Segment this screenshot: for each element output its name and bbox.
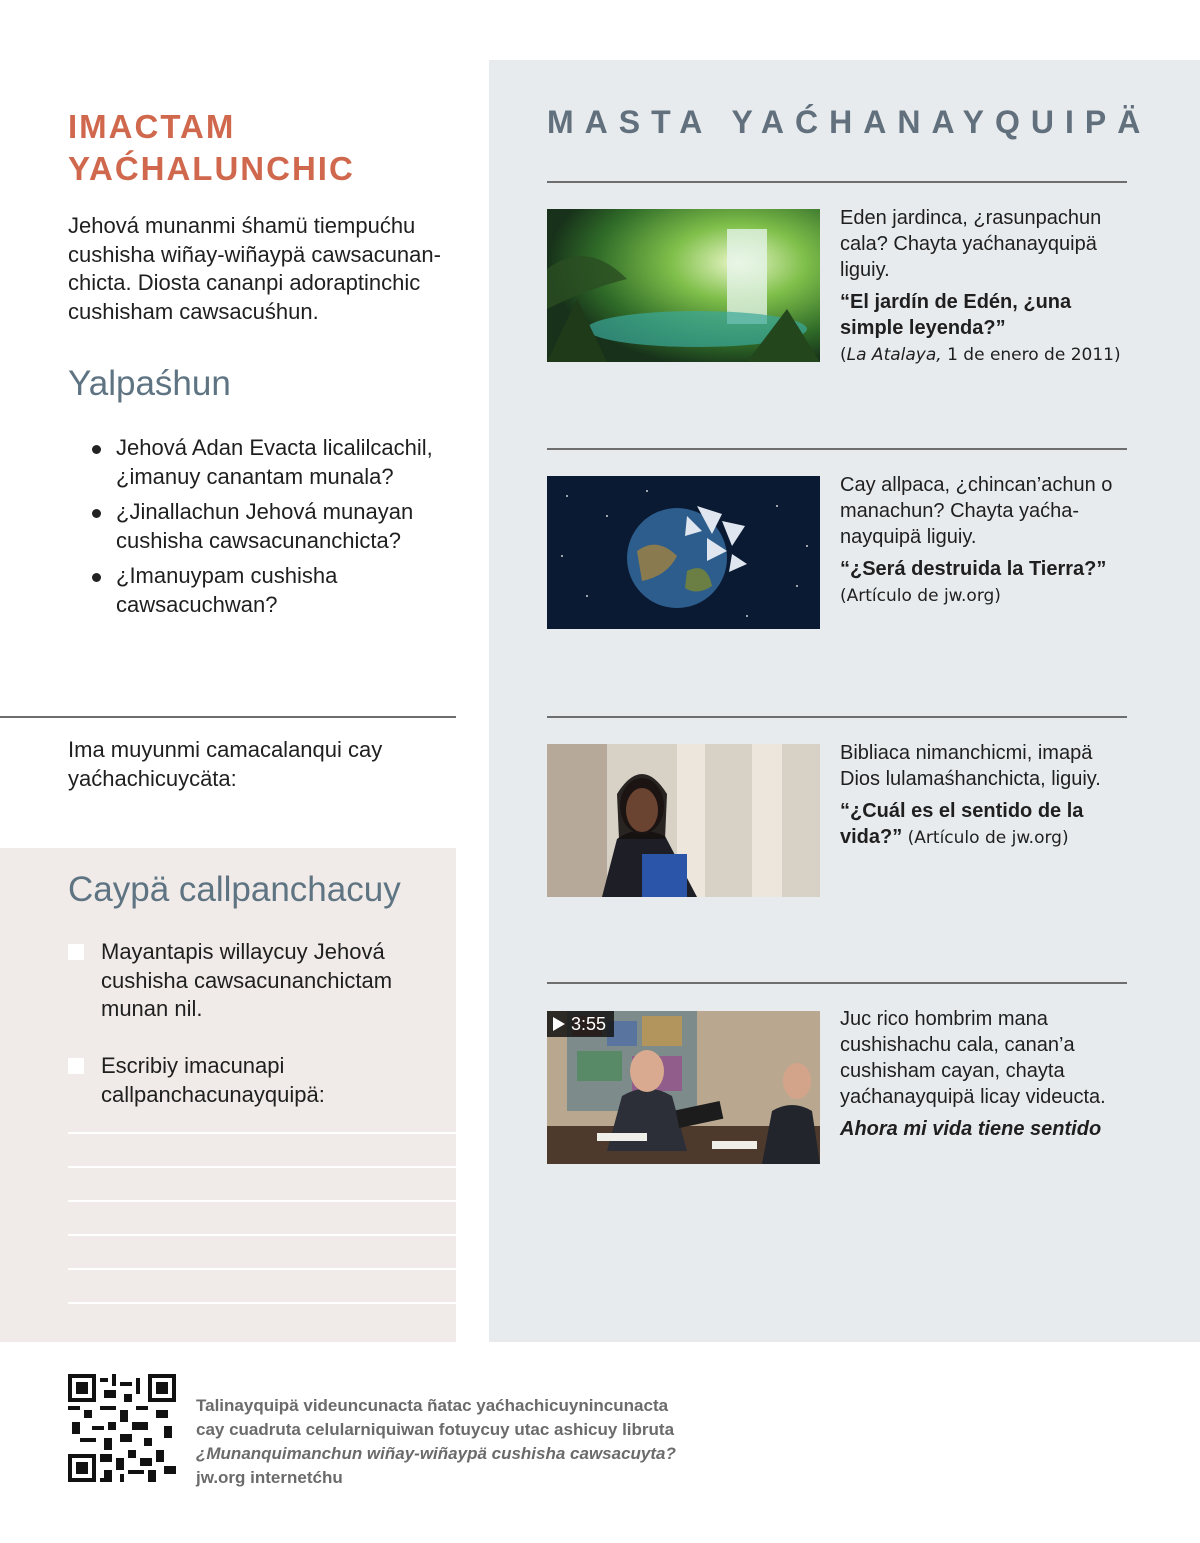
write-line[interactable]	[68, 1268, 456, 1270]
task-text: Mayantapis willaycuy Jehová cushisha cawsacunanchictam munan nil.	[101, 939, 393, 1021]
write-line[interactable]	[68, 1200, 456, 1202]
write-line[interactable]	[68, 1132, 456, 1134]
article-title[interactable]: “El jardín de Edén, ¿una simple leyenda?”	[840, 291, 1072, 339]
learn-item-text: Eden jardinca, ¿rasunpachun cala? Chayta yaćhanayquipä liguiy. “El jardín de Edén, ¿una simple leyenda?” (La Atalaya, 1 de enero de 2011)	[840, 205, 1130, 368]
qr-code-icon[interactable]	[68, 1374, 176, 1482]
divider	[547, 982, 1127, 984]
divider	[547, 448, 1127, 450]
learn-item-text: Bibliaca nimanchicmi, imapä Dios lulamaśhanchicta, liguiy. “¿Cuál es el sentido de la vida?” (Artículo de jw.org)	[840, 740, 1130, 851]
video-title[interactable]: Ahora mi vida tiene sentido	[840, 1118, 1102, 1140]
summary-text: Jehová munanmi śhamü tiempućhu cushisha wiñay-wiñaypä cawsacunanchicta. Diosta cananpi adoraptinchic cushisham cawsacuśhun.	[68, 213, 441, 324]
website-link[interactable]: jw.org internetćhu	[196, 1468, 343, 1487]
video-duration: 3:55	[571, 1014, 607, 1034]
learn-item-text: Juc rico hombrim mana cushishachu cala, canan’a cushisham cayan, chayta yaćhanayquipä licay videucta. Ahora mi vida tiene sentido	[840, 1006, 1130, 1142]
divider	[547, 716, 1127, 718]
summary-heading-line1: IMACTAM	[68, 108, 236, 145]
write-line[interactable]	[68, 1166, 456, 1168]
learn-more-heading: MASTA YAĆHANAYQUIPÄ	[547, 104, 1152, 140]
try-title: Caypä callpanchacuy	[68, 870, 401, 909]
questions-list	[90, 434, 470, 626]
write-line[interactable]	[68, 1302, 456, 1304]
footer-text: Talinayquipä videuncunacta ñatac yaćhachicuynincunacta cay cuadruta celularniquiwan fotuycuy utac ashicuy libruta ¿Munanquimanchun wiñay-wiñaypä cushisha cawsacuyta? jw.org internetćhu	[196, 1394, 756, 1490]
learn-item-text: Cay allpaca, ¿chincan’achun o manachun? Chayta yaćhanayquipä liguiy. “¿Será destruida la Tierra?” (Artículo de jw.org)	[840, 472, 1130, 609]
summary-heading	[68, 106, 448, 190]
bullet-icon	[92, 573, 101, 582]
divider	[0, 716, 456, 718]
bullet-icon	[92, 445, 101, 454]
shattering-earth-image[interactable]	[547, 476, 820, 629]
question-item: ¿Imanuypam cushisha cawsacuchwan?	[90, 562, 470, 619]
memory-text: Ima muyunmi camacalanqui cay yaćhachicuycäta:	[68, 737, 383, 791]
checkbox-icon[interactable]	[68, 1058, 84, 1074]
questions-title: Yalpaśhun	[68, 364, 231, 403]
divider	[547, 181, 1127, 183]
question-item: ¿Jinallachun Jehová munayan cushisha cawsacunanchicta?	[90, 498, 470, 555]
woman-with-books-image[interactable]	[547, 744, 820, 897]
write-line[interactable]	[68, 1234, 456, 1236]
garden-waterfall-image[interactable]	[547, 209, 820, 362]
task-text: Escribiy imacunapi callpanchacunayquipä:	[101, 1053, 325, 1107]
video-duration-badge[interactable]	[547, 1011, 614, 1037]
checkbox-icon[interactable]	[68, 944, 84, 960]
play-icon[interactable]	[553, 1017, 565, 1031]
article-source: (Artículo de jw.org)	[840, 586, 1001, 606]
article-title[interactable]: “¿Cuál es el sentido de la vida?” (Artículo de jw.org)	[840, 800, 1084, 848]
task-item[interactable]	[68, 1052, 448, 1109]
task-item[interactable]	[68, 938, 448, 1024]
bullet-icon	[92, 509, 101, 518]
summary-heading-line2: YAĆHALUNCHIC	[68, 150, 355, 187]
question-item: Jehová Adan Evacta licalilcachil, ¿imanuy canantam munala?	[90, 434, 470, 491]
article-source: (La Atalaya, 1 de enero de 2011)	[840, 345, 1121, 365]
article-title[interactable]: “¿Será destruida la Tierra?”	[840, 558, 1107, 580]
